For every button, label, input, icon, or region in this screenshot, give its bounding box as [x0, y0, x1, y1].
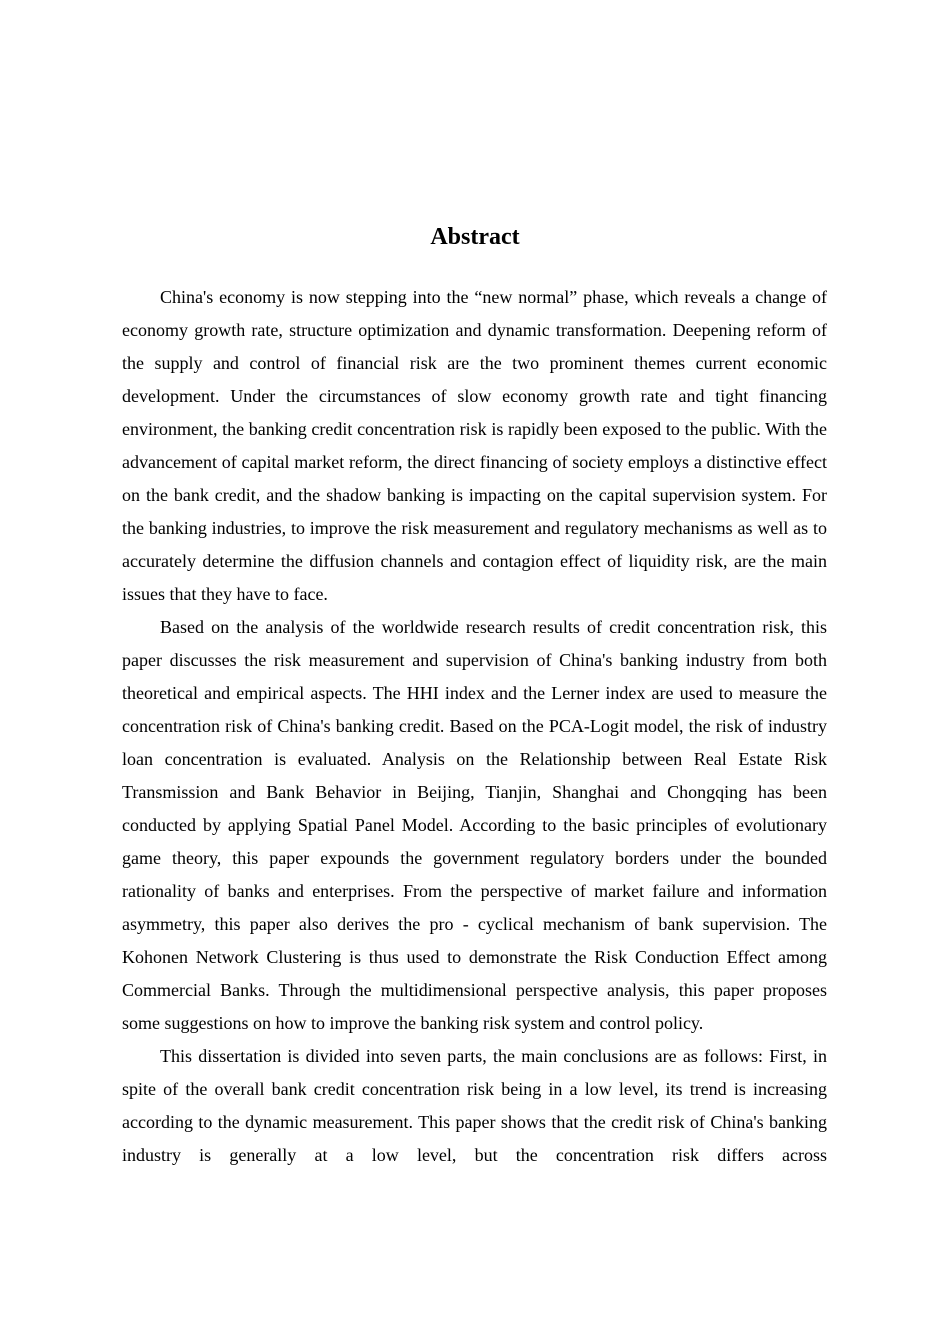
- abstract-paragraph-1: China's economy is now stepping into the “new normal” phase, which reveals a change of economy growth rate, structure optimization and dynamic transformation. Deepening reform of the supply and control of financial risk are the two prominent themes current economic development. Under the circumstances of slow economy growth rate and tight financing environment, the banking credit concentration risk is rapidly been exposed to the public. With the advancement of capital market reform, the direct financing of society employs a distinctive effect on the bank credit, and the shadow banking is impacting on the capital supervision system. For the banking industries, to improve the risk measurement and regulatory mechanisms as well as to accurately determine the diffusion channels and contagion effect of liquidity risk, are the main issues that they have to face.: [122, 287, 827, 604]
- abstract-body: [122, 281, 827, 1172]
- abstract-paragraph-2: Based on the analysis of the worldwide research results of credit concentration risk, this paper discusses the risk measurement and supervision of China's banking industry from both theoretical and empirical aspects. The HHI index and the Lerner index are used to measure the concentration risk of China's banking credit. Based on the PCA-Logit model, the risk of industry loan concentration is evaluated. Analysis on the Relationship between Real Estate Risk Transmission and Bank Behavior in Beijing, Tianjin, Shanghai and Chongqing has been conducted by applying Spatial Panel Model. According to the basic principles of evolutionary game theory, this paper expounds the government regulatory borders under the bounded rationality of banks and enterprises. From the perspective of market failure and information asymmetry, this paper also derives the pro - cyclical mechanism of bank supervision. The Kohonen Network Clustering is thus used to demonstrate the Risk Conduction Effect among Commercial Banks. Through the multidimensional perspective analysis, this paper proposes some suggestions on how to improve the banking risk system and control policy.: [122, 617, 827, 1033]
- abstract-paragraph-3: This dissertation is divided into seven parts, the main conclusions are as follows: First, in spite of the overall bank credit concentration risk being in a low level, its trend is increasing according to the dynamic measurement. This paper shows that the credit risk of China's banking industry is generally at a low level, but the concentration risk differs across: [122, 1046, 827, 1165]
- abstract-title: Abstract: [430, 224, 520, 250]
